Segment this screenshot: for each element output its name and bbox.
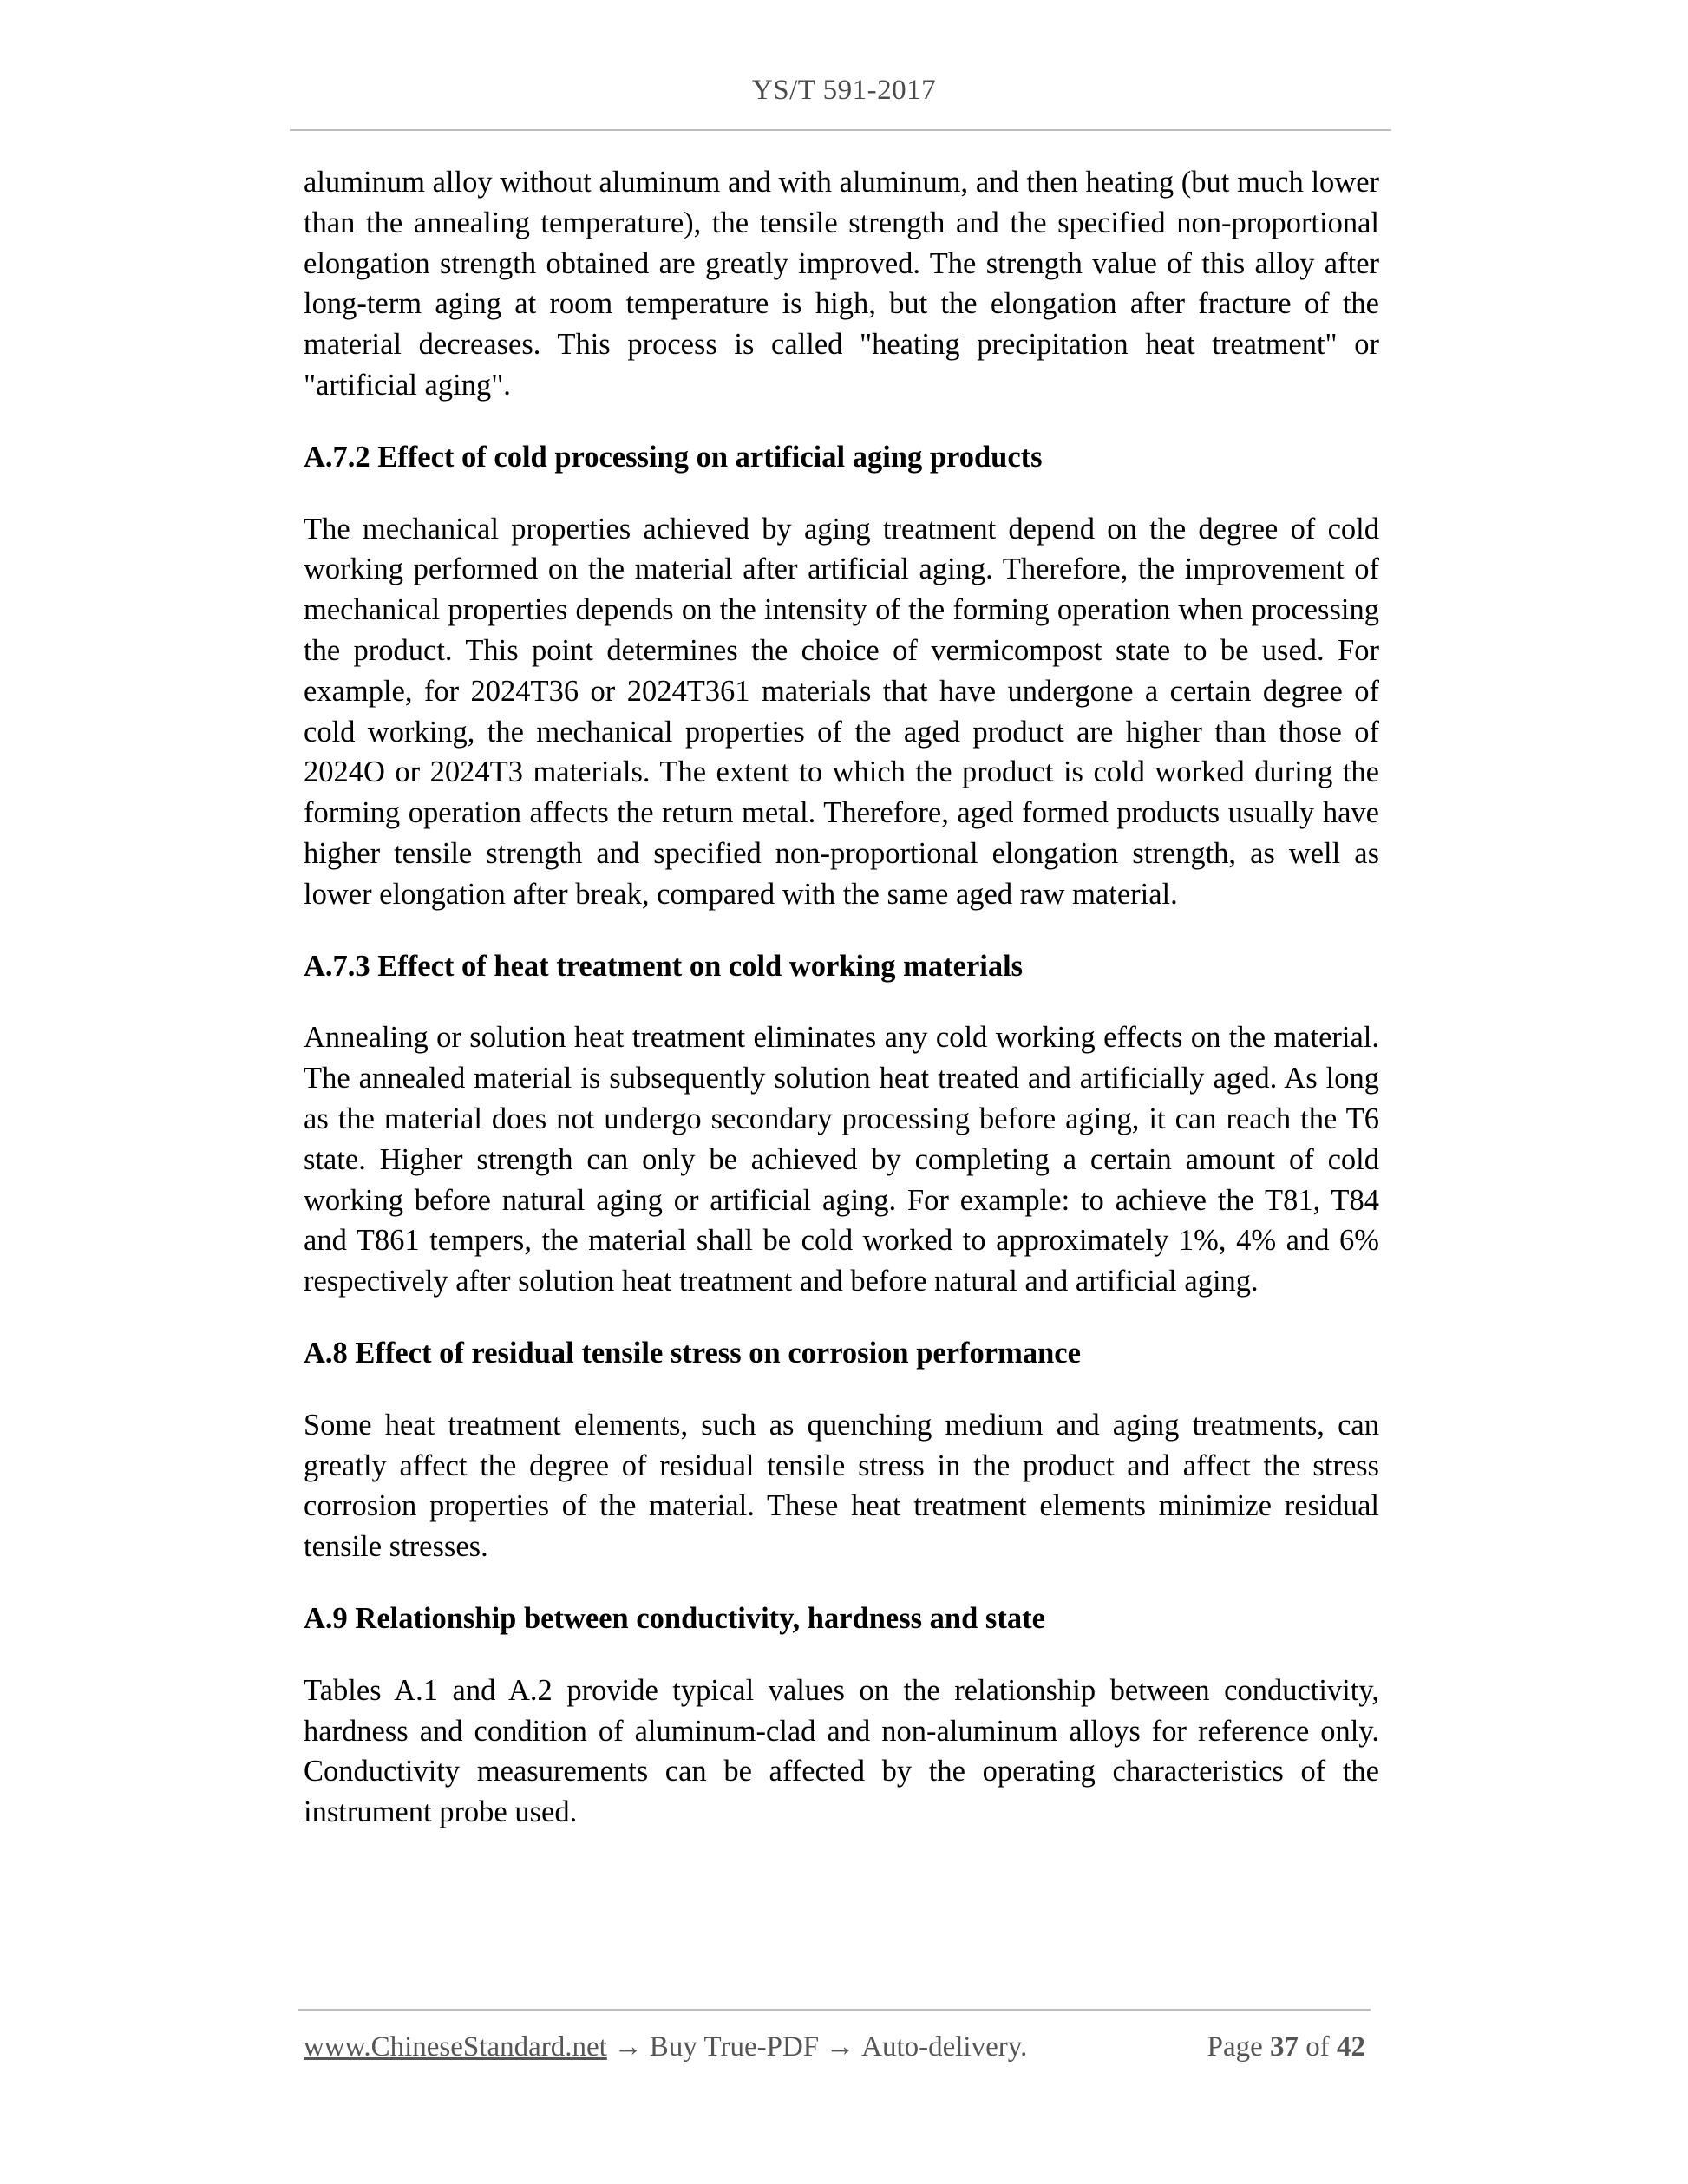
arrow-right-icon: →: [613, 2031, 643, 2063]
current-page-number: 37: [1270, 2031, 1299, 2063]
page-label: Page: [1207, 2031, 1263, 2063]
auto-delivery-text: Auto-delivery.: [861, 2031, 1028, 2063]
section-heading-a9: A.9 Relationship between conductivity, hardness and state: [304, 1601, 1045, 1635]
arrow-right-icon: →: [826, 2031, 855, 2063]
chinesestandard-link[interactable]: www.ChineseStandard.net: [304, 2031, 607, 2063]
section-heading-a72: A.7.2 Effect of cold processing on artificial aging products: [304, 440, 1043, 474]
body-paragraph: Tables A.1 and A.2 provide typical values on the relationship between conductivity, hardness and condition of aluminum-clad and non-aluminum alloys for reference only. Conductivity measurements can be affected by the operating characteristics of the instrument probe used.: [304, 1673, 1379, 1829]
footer-promo: [304, 2028, 1027, 2066]
footer-divider: [298, 2009, 1371, 2011]
document-code-header: YS/T 591-2017: [751, 75, 937, 106]
document-body: [304, 162, 1379, 1833]
of-label: of: [1305, 2031, 1330, 2063]
section-heading-a73: A.7.3 Effect of heat treatment on cold working materials: [304, 949, 1024, 983]
header-divider: [290, 129, 1391, 131]
body-paragraph: aluminum alloy without aluminum and with aluminum, and then heating (but much lower than the annealing temperature), the tensile strength and the specified non-proportional elongation strength obtained are greatly improved. The strength value of this alloy after long-term aging at room temperature is high, but the elongation after fracture of the material decreases. This process is called "heating precipitation heat treatment" or "artificial aging".: [304, 166, 1379, 402]
total-pages-number: 42: [1337, 2031, 1365, 2063]
body-paragraph: The mechanical properties achieved by aging treatment depend on the degree of cold working performed on the material after artificial aging. Therefore, the improvement of mechanical properties depends on the intensity of the forming operation when processing the product. This point determines the choice of vermicompost state to be used. For example, for 2024T36 or 2024T361 materials that have undergone a certain degree of cold working, the mechanical properties of the aged product are higher than those of 2024O or 2024T3 materials. The extent to which the product is cold worked during the forming operation affects the return metal. Therefore, aged formed products usually have higher tensile strength and specified non-proportional elongation strength, as well as lower elongation after break, compared with the same aged raw material.: [304, 512, 1379, 911]
body-paragraph: Annealing or solution heat treatment eliminates any cold working effects on the material. The annealed material is subsequently solution heat treated and artificially aged. As long as the material does not undergo secondary processing before aging, it can reach the T6 state. Higher strength can only be achieved by completing a certain amount of cold working before natural aging or artificial aging. For example: to achieve the T81, T84 and T861 tempers, the material shall be cold worked to approximately 1%, 4% and 6% respectively after solution heat treatment and before natural and artificial aging.: [304, 1021, 1379, 1298]
buy-true-pdf-text: Buy True-PDF: [649, 2031, 820, 2063]
body-paragraph: Some heat treatment elements, such as quenching medium and aging treatments, can greatly affect the degree of residual tensile stress in the product and affect the stress corrosion properties of the material. These heat treatment elements minimize residual tensile stresses.: [304, 1408, 1379, 1564]
section-heading-a8: A.8 Effect of residual tensile stress on corrosion performance: [304, 1336, 1081, 1370]
page-indicator: [1207, 2028, 1365, 2066]
